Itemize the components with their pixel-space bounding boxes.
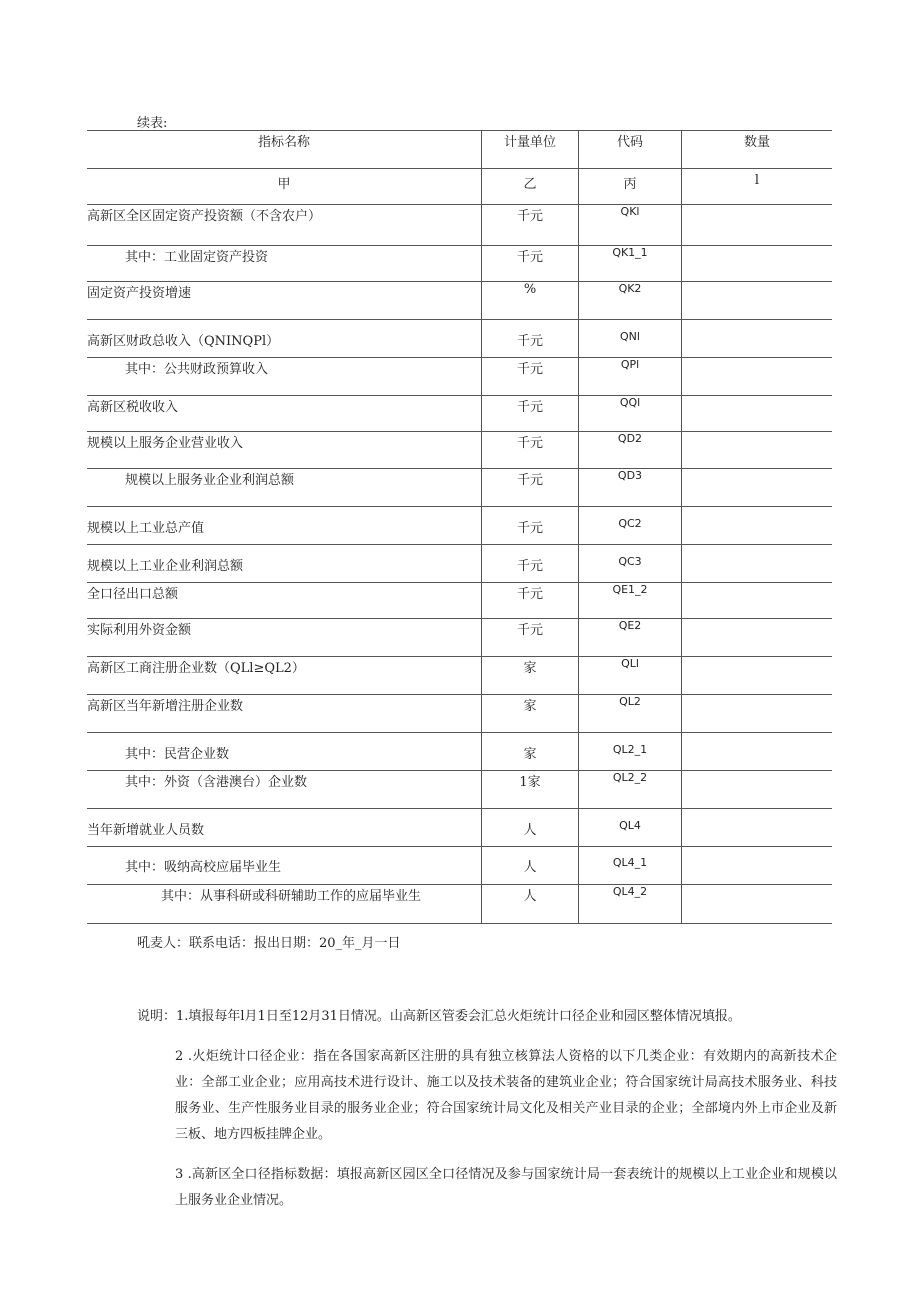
row-name: 其中：工业固定资产投资 (87, 246, 482, 282)
row-name: 实际利用外资金额 (87, 619, 482, 657)
row-quantity-cell[interactable] (682, 619, 833, 657)
table-row (87, 695, 832, 733)
row-quantity-cell[interactable] (682, 583, 833, 619)
row-name: 当年新增就业人员数 (87, 809, 482, 847)
row-code: QC3 (579, 545, 682, 583)
row-unit: 千元 (482, 246, 579, 282)
row-code: QD3 (579, 469, 682, 507)
row-quantity-cell[interactable] (682, 507, 833, 545)
signature-line: 吼麦人：联系电话：报出日期：20_年_月一日 (137, 936, 401, 951)
table-row (87, 847, 832, 885)
row-unit: % (482, 282, 579, 320)
row-code: QK2 (579, 282, 682, 320)
row-quantity-cell[interactable] (682, 695, 833, 733)
row-code: QNl (579, 320, 682, 358)
header-unit: 计量单位 (482, 131, 579, 169)
row-unit: 千元 (482, 545, 579, 583)
row-quantity-cell[interactable] (682, 657, 833, 695)
table-row (87, 507, 832, 545)
row-code: QL2_1 (579, 733, 682, 771)
row-code: QD2 (579, 432, 682, 469)
row-code: QKl (579, 205, 682, 246)
row-quantity-cell[interactable] (682, 469, 833, 507)
row-unit: 人 (482, 809, 579, 847)
table-row (87, 771, 832, 809)
subheader-one: l (682, 169, 833, 205)
header-quantity: 数量 (682, 131, 833, 169)
row-quantity-cell[interactable] (682, 320, 833, 358)
header-code: 代码 (579, 131, 682, 169)
row-unit: 人 (482, 885, 579, 924)
table-row (87, 733, 832, 771)
row-name: 高新区全区固定资产投资额（不含农户） (87, 205, 482, 246)
row-unit: 千元 (482, 396, 579, 432)
table-row (87, 469, 832, 507)
row-name: 其中：吸纳高校应届毕业生 (87, 847, 482, 885)
row-code: QL4 (579, 809, 682, 847)
table-row (87, 396, 832, 432)
row-quantity-cell[interactable] (682, 246, 833, 282)
row-code: QPl (579, 358, 682, 396)
row-code: QL4_2 (579, 885, 682, 924)
row-unit: 1家 (482, 771, 579, 809)
table-row (87, 282, 832, 320)
row-name: 固定资产投资增速 (87, 282, 482, 320)
row-code: QL2_2 (579, 771, 682, 809)
row-name: 高新区税收收入 (87, 396, 482, 432)
row-code: QLl (579, 657, 682, 695)
row-quantity-cell[interactable] (682, 847, 833, 885)
note-3: 3 .高新区全口径指标数据：填报高新区园区全口径情况及参与国家统计局一套表统计的规模以上工业企业和规模以上服务业企业情况。 (175, 1167, 837, 1208)
row-code: QL2 (579, 695, 682, 733)
subheader-yi: 乙 (482, 169, 579, 205)
row-code: QL4_1 (579, 847, 682, 885)
row-code: QC2 (579, 507, 682, 545)
row-name: 高新区工商注册企业数（QLl≥QL2） (87, 657, 482, 695)
row-code: QE2 (579, 619, 682, 657)
row-quantity-cell[interactable] (682, 282, 833, 320)
row-code: QK1_1 (579, 246, 682, 282)
row-unit: 千元 (482, 205, 579, 246)
row-name: 规模以上服务企业营业收入 (87, 432, 482, 469)
row-unit: 千元 (482, 507, 579, 545)
row-unit: 千元 (482, 358, 579, 396)
row-quantity-cell[interactable] (682, 771, 833, 809)
table-row (87, 657, 832, 695)
indicator-table (87, 130, 832, 924)
row-quantity-cell[interactable] (682, 809, 833, 847)
table-row (87, 432, 832, 469)
table-header-row (87, 131, 832, 169)
notes-section (137, 1004, 837, 1214)
table-row (87, 545, 832, 583)
table-row (87, 583, 832, 619)
table-row (87, 885, 832, 924)
row-name: 规模以上工业企业利润总额 (87, 545, 482, 583)
row-unit: 家 (482, 657, 579, 695)
row-name: 规模以上工业总产值 (87, 507, 482, 545)
row-unit: 千元 (482, 320, 579, 358)
row-quantity-cell[interactable] (682, 432, 833, 469)
row-name: 其中：公共财政预算收入 (87, 358, 482, 396)
row-name: 高新区财政总收入（QNINQPl） (87, 320, 482, 358)
row-name: 其中：外资（含港澳台）企业数 (87, 771, 482, 809)
row-unit: 家 (482, 695, 579, 733)
row-quantity-cell[interactable] (682, 205, 833, 246)
row-quantity-cell[interactable] (682, 885, 833, 924)
row-code: QQl (579, 396, 682, 432)
header-indicator-name: 指标名称 (87, 131, 482, 169)
row-quantity-cell[interactable] (682, 396, 833, 432)
table-subheader-row (87, 169, 832, 205)
row-name: 全口径出口总额 (87, 583, 482, 619)
row-unit: 千元 (482, 469, 579, 507)
row-name: 其中：从事科研或科研辅助工作的应届毕业生 (87, 885, 482, 924)
row-unit: 人 (482, 847, 579, 885)
table-row (87, 619, 832, 657)
row-quantity-cell[interactable] (682, 358, 833, 396)
subheader-bing: 丙 (579, 169, 682, 205)
row-unit: 千元 (482, 432, 579, 469)
table-row (87, 205, 832, 246)
row-name: 高新区当年新增注册企业数 (87, 695, 482, 733)
row-code: QE1_2 (579, 583, 682, 619)
row-quantity-cell[interactable] (682, 733, 833, 771)
row-name: 其中：民营企业数 (87, 733, 482, 771)
row-quantity-cell[interactable] (682, 545, 833, 583)
continued-label: 续表: (137, 116, 168, 131)
subheader-jia: 甲 (87, 169, 482, 205)
row-unit: 家 (482, 733, 579, 771)
table-row (87, 246, 832, 282)
row-unit: 千元 (482, 583, 579, 619)
table-row (87, 320, 832, 358)
row-name: 规模以上服务业企业利润总额 (87, 469, 482, 507)
table-row (87, 358, 832, 396)
row-unit: 千元 (482, 619, 579, 657)
table-row (87, 809, 832, 847)
note-1: 说明：1.填报每年l月1日至12月31日情况。山高新区管委会汇总火炬统计口径企业和园区整体情况填报。 (137, 1009, 741, 1024)
note-2: 2 .火炬统计口径企业：指在各国家高新区注册的具有独立核算法人资格的以下几类企业：有效期内的高新技术企业：全部工业企业；应用高技术进行设计、施工以及技术装备的建筑业企业；符合国家统计局高技术服务业、科技服务业、生产性服务业目录的服务业企业；符合国家统计局文化及相关产业目录的企业；全部境内外上市企业及新三板、地方四板挂牌企业。 (175, 1049, 837, 1142)
